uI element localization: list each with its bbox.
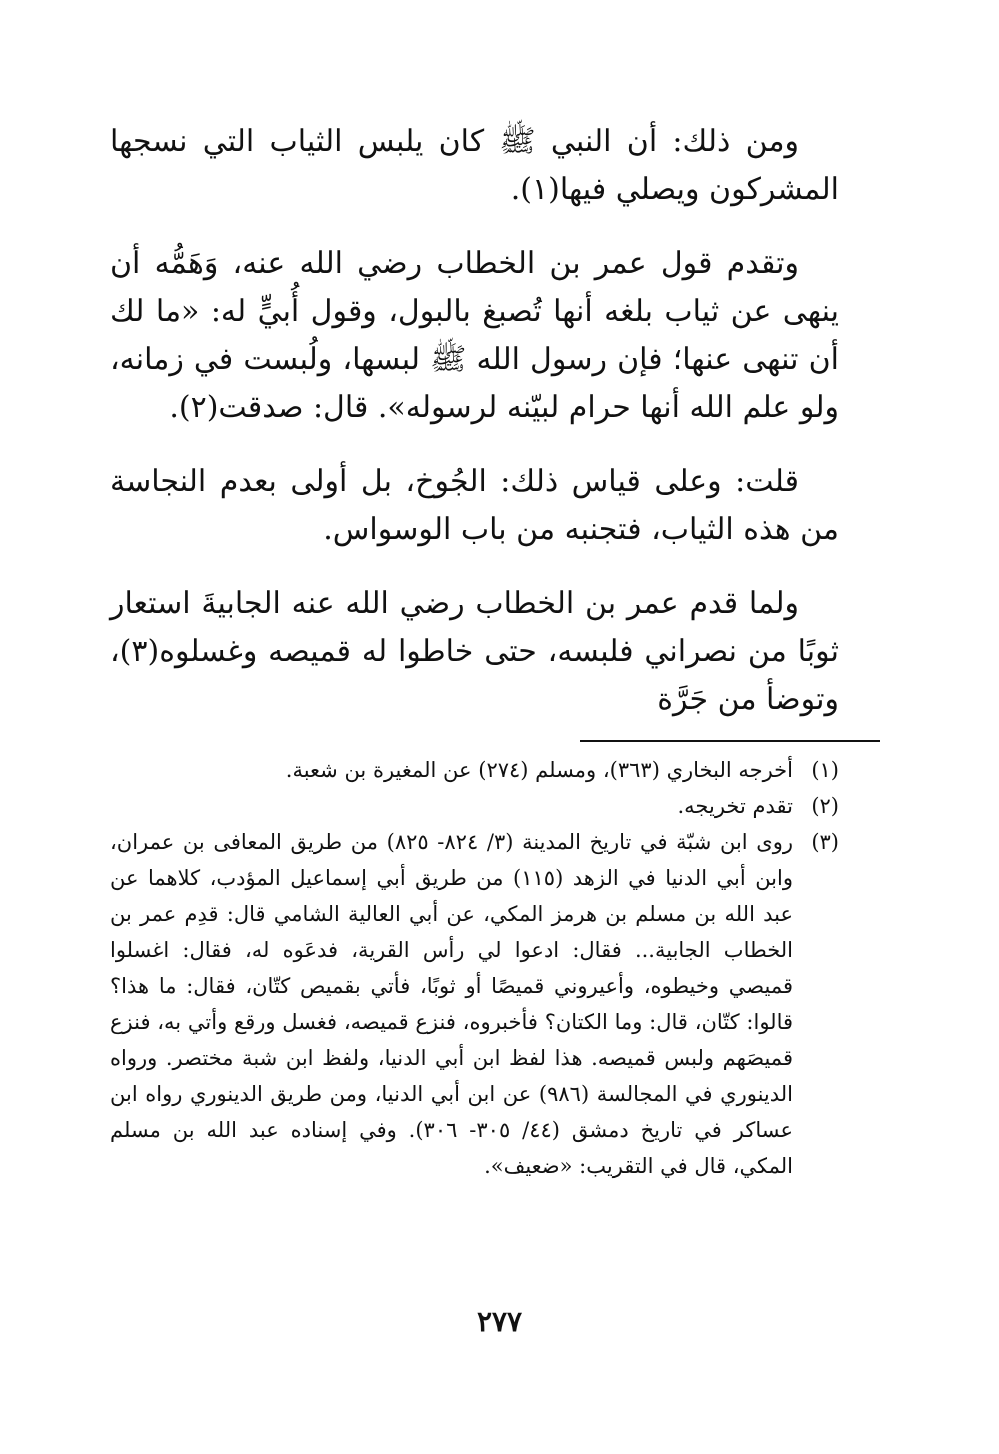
footnote-2	[110, 788, 839, 824]
paragraph-1: ومن ذلك: أن النبي ﷺ كان يلبس الثياب التي نسجها المشركون ويصلي فيها(١).	[110, 124, 839, 207]
main-text	[110, 118, 839, 724]
paragraph-2: وتقدم قول عمر بن الخطاب رضي الله عنه، وَهَمُّه أن ينهى عن ثياب بلغه أنها تُصبغ بالبول، وقول أُبيٍّ له: «ما لك أن تنهى عنها؛ فإن رسول الله ﷺ لبسها، ولُبست في زمانه، ولو علم الله أنها حرام لبيّنه لرسوله». قال: صدقت(٢).	[110, 246, 839, 425]
footnote-divider	[580, 740, 880, 742]
footnote-text: تقدم تخريجه.	[677, 794, 793, 818]
footnote-number: (٣)	[811, 830, 839, 854]
footnote-text: أخرجه البخاري (٣٦٣)، ومسلم (٢٧٤) عن المغيرة بن شعبة.	[285, 758, 793, 782]
paragraph-4: ولما قدم عمر بن الخطاب رضي الله عنه الجابيةَ استعار ثوبًا من نصراني فلبسه، حتى خاطوا له قميصه وغسلوه(٣)، وتوضأ من جَرَّة	[110, 586, 839, 717]
paragraph-3: قلت: وعلى قياس ذلك: الجُوخ، بل أولى بعدم النجاسة من هذه الثياب، فتجنبه من باب الوسواس.	[110, 464, 839, 547]
footnote-text: روى ابن شبّة في تاريخ المدينة (٣/ ٨٢٤- ٨٢٥) من طريق المعافى بن عمران، وابن أبي الدنيا في الزهد (١١٥) من طريق أبي إسماعيل المؤدب، كلاهما عن عبد الله بن مسلم بن هرمز المكي، عن أبي العالية الشامي قال: قدِم عمر بن الخطاب الجابية... فقال: ادعوا لي رأس القرية، فدعَوه له، فقال: اغسلوا قميصي وخيطوه، وأعيروني قميصًا أو ثوبًا، فأتي بقميص كتّان، فقال: ما هذا؟ قالوا: كتّان، قال: وما الكتان؟ فأخبروه، فنزع قميصه، فغسل ورقع وأتي به، فنزع قميصَهم ولبس قميصه. هذا لفظ ابن أبي الدنيا، ولفظ ابن شبة مختصر. ورواه الدينوري في المجالسة (٩٨٦) عن ابن أبي الدنيا، ومن طريق الدينوري رواه ابن عساكر في تاريخ دمشق (٤٤/ ٣٠٥- ٣٠٦). وفي إسناده عبد الله بن مسلم المكي، قال في التقريب: «ضعيف».	[110, 830, 794, 1178]
footnote-1	[110, 752, 839, 788]
footnote-3	[110, 824, 839, 1184]
footnote-number: (١)	[811, 758, 839, 782]
footnotes	[110, 752, 839, 1184]
footnote-number: (٢)	[811, 794, 839, 818]
page-body	[110, 118, 839, 750]
page-number: ٢٧٧	[476, 1305, 523, 1338]
